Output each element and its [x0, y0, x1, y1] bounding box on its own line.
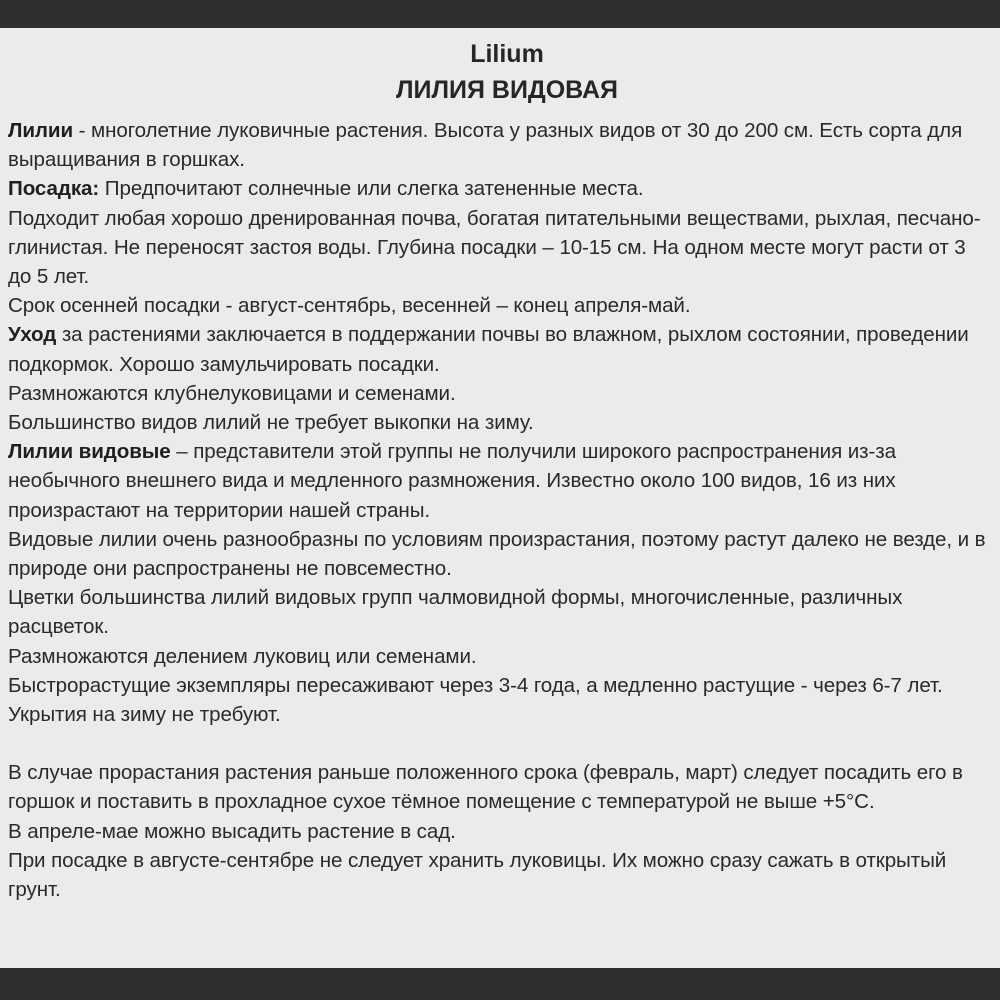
note-early-sprouting: В случае прорастания растения раньше положенного срока (февраль, март) следует посадить его в горшок и поставить в прохладное сухое тёмное помещение с температурой не выше +5°С.	[8, 761, 963, 814]
paragraph-division	[8, 642, 986, 671]
paragraph-cover	[8, 700, 986, 729]
page-title: ЛИЛИЯ ВИДОВАЯ	[395, 76, 619, 104]
paragraph-lead: Лилии видовые	[8, 440, 171, 464]
paragraph-diversity	[8, 525, 986, 583]
instruction-sheet	[0, 28, 1000, 968]
paragraph-planting	[8, 174, 986, 203]
paragraph-text: Укрытия на зиму не требуют.	[8, 703, 281, 727]
description-body	[8, 116, 986, 904]
paragraph-lilies	[8, 116, 986, 174]
paragraph-text: Большинство видов лилий не требует выкопки на зиму.	[8, 411, 534, 435]
paragraph-text: Размножаются клубнелуковицами и семенами.	[8, 381, 456, 405]
paragraph-text: Видовые лилии очень разнообразны по условиям произрастания, поэтому растут далеко не везде, и в природе они распространены не повсеместно.	[8, 527, 986, 581]
paragraph-transplant	[8, 671, 986, 700]
paragraph-winter	[8, 408, 986, 437]
paragraph-text: за растениями заключается в поддержании почвы во влажном, рыхлом состоянии, проведении подкормок. Хорошо замульчировать посадки.	[8, 323, 969, 376]
note-spring-planting: В апреле-мае можно высадить растение в сад.	[8, 819, 456, 843]
paragraph-lead: Посадка:	[8, 177, 100, 201]
paragraph-text: Цветки большинства лилий видовых групп чалмовидной формы, многочисленные, различных расцветок.	[8, 586, 903, 639]
paragraph-text: – представители этой группы не получили широкого распространения из-за необычного внешнего вида и медленного размножения. Известно около 100 видов, 16 из них произрастают на территории нашей страны.	[8, 440, 896, 522]
section-spacer	[8, 729, 986, 758]
paragraph-propagation	[8, 379, 986, 408]
paragraph-lead: Лилии	[8, 119, 74, 142]
paragraph-text: - многолетние луковичные растения. Высота у разных видов от 30 до 200 см. Есть сорта для выращивания в горшках.	[8, 119, 963, 172]
paragraph-text: Быстрорастущие экземпляры пересаживают через 3-4 года, а медленно растущие - через 6-7 лет.	[8, 673, 943, 697]
paragraph-flowers	[8, 583, 986, 641]
latin-name: Lilium	[470, 40, 544, 68]
paragraph-soil	[8, 204, 986, 292]
paragraph-text: Размножаются делением луковиц или семенами.	[8, 644, 477, 668]
paragraph-text: Срок осенней посадки - август-сентябрь, весенней – конец апреля-май.	[8, 294, 691, 318]
paragraph-text: Предпочитают солнечные или слегка затененные места.	[99, 177, 644, 201]
header	[8, 36, 986, 108]
paragraph-lead: Уход	[8, 323, 57, 347]
note-autumn-planting: При посадке в августе-сентябре не следует хранить луковицы. Их можно сразу сажать в открытый грунт.	[8, 848, 947, 902]
paragraph-care	[8, 320, 986, 378]
paragraph-text: Подходит любая хорошо дренированная почва, богатая питательными веществами, рыхлая, песчано-глинистая. Не переносят застоя воды. Глубина посадки – 10-15 см. На одном месте могут расти от 3 до 5 лет.	[8, 206, 981, 289]
paragraph-species-lilies	[8, 437, 986, 525]
paragraph-planting-time	[8, 291, 986, 320]
